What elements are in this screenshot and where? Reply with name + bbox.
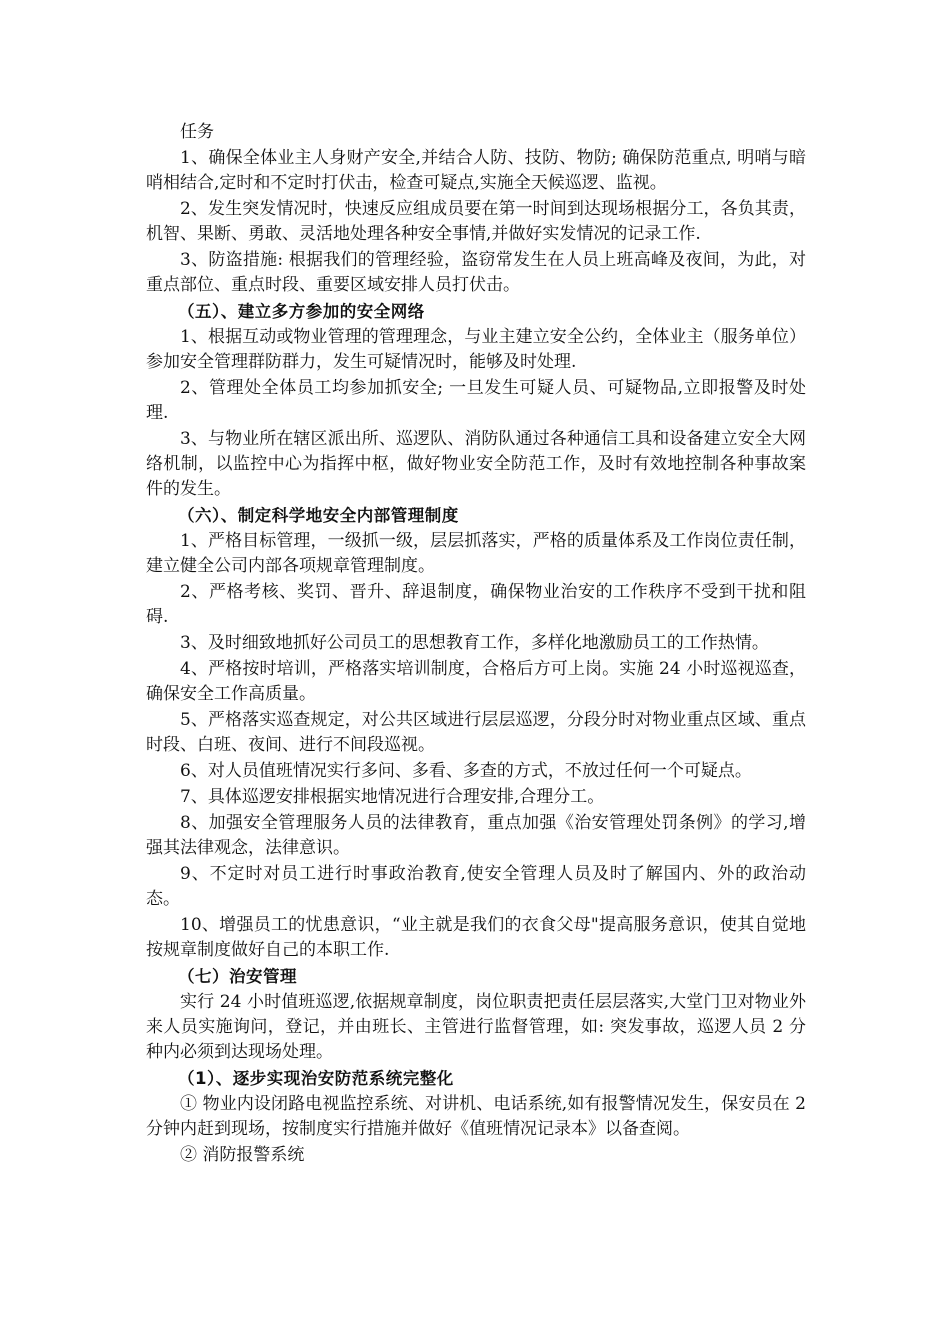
paragraph-item-2: 2、管理处全体员工均参加抓安全; 一旦发生可疑人员、可疑物品,立即报警及时处理.: [146, 378, 806, 423]
paragraph-item-3: 3、防盗措施: 根据我们的管理经验，盗窃常发生在人员上班高峰及夜间，为此，对重点部位、重点时段、重要区域安排人员打伏击。: [146, 250, 806, 295]
paragraph-item-4: 4、严格按时培训，严格落实培训制度，合格后方可上岗。实施 24 小时巡视巡查，确保安全工作高质量。: [146, 659, 806, 704]
paragraph-item-1: 1、确保全体业主人身财产安全,并结合人防、技防、物防; 确保防范重点, 明哨与暗哨相结合,定时和不定时打伏击，检查可疑点,实施全天候巡逻、监视。: [146, 148, 806, 193]
paragraph-circled-2: ② 消防报警系统: [180, 1145, 305, 1165]
paragraph-circled-1: ① 物业内设闭路电视监控系统、对讲机、电话系统,如有报警情况发生，保安员在 2 分钟内赶到现场，按制度实行措施并做好《值班情况记录本》以备查阅。: [146, 1094, 806, 1139]
subsection-heading-1: （1）、逐步实现治安防范系统完整化: [178, 1069, 454, 1088]
paragraph-item-2: 2、严格考核、奖罚、晋升、辞退制度，确保物业治安的工作秩序不受到干扰和阻碍.: [146, 582, 806, 627]
paragraph-item-10: 10、增强员工的忧患意识，“业主就是我们的衣食父母"提高服务意识，使其自觉地按规章制度做好自己的本职工作.: [146, 915, 806, 960]
section-heading-7: （七）治安管理: [178, 967, 297, 986]
paragraph-item-9: 9、不定时对员工进行时事政治教育,使安全管理人员及时了解国内、外的政治动态。: [146, 864, 806, 909]
paragraph-item-1: 1、根据互动或物业管理的管理理念，与业主建立安全公约，全体业主（服务单位）参加安全管理群防群力，发生可疑情况时，能够及时处理.: [146, 327, 806, 372]
paragraph-item-8: 8、加强安全管理服务人员的法律教育，重点加强《治安管理处罚条例》的学习,增强其法律观念，法律意识。: [146, 813, 806, 858]
section-heading-6: （六）、制定科学地安全内部管理制度: [178, 506, 459, 525]
paragraph-task: 任务: [180, 122, 214, 142]
paragraph-item-3: 3、及时细致地抓好公司员工的思想教育工作，多样化地激励员工的工作热情。: [180, 633, 769, 653]
paragraph-item-2: 2、发生突发情况时，快速反应组成员要在第一时间到达现场根据分工，各负其责，机智、果断、勇敢、灵活地处理各种安全事情,并做好实发情况的记录工作.: [146, 199, 806, 244]
paragraph-item-7: 7、具体巡逻安排根据实地情况进行合理安排,合理分工。: [180, 787, 605, 807]
paragraph-item-6: 6、对人员值班情况实行多问、多看、多查的方式，不放过任何一个可疑点。: [180, 761, 752, 781]
paragraph-item-5: 5、严格落实巡查规定，对公共区域进行层层巡逻，分段分时对物业重点区域、重点时段、白班、夜间、进行不间段巡视。: [146, 710, 806, 755]
section-heading-5: （五）、建立多方参加的安全网络: [178, 302, 425, 321]
paragraph-item-1: 1、严格目标管理，一级抓一级，层层抓落实，严格的质量体系及工作岗位责任制，建立健全公司内部各项规章管理制度。: [146, 531, 806, 576]
paragraph-security-management: 实行 24 小时值班巡逻,依据规章制度，岗位职责把责任层层落实,大堂门卫对物业外来人员实施询问，登记，并由班长、主管进行监督管理，如: 突发事故，巡逻人员 2 分种内必须到达现场处理。: [146, 992, 806, 1062]
paragraph-item-3: 3、与物业所在辖区派出所、巡逻队、消防队通过各种通信工具和设备建立安全大网络机制，以监控中心为指挥中枢，做好物业安全防范工作，及时有效地控制各种事故案件的发生。: [146, 429, 806, 499]
document-page: [146, 120, 806, 1169]
